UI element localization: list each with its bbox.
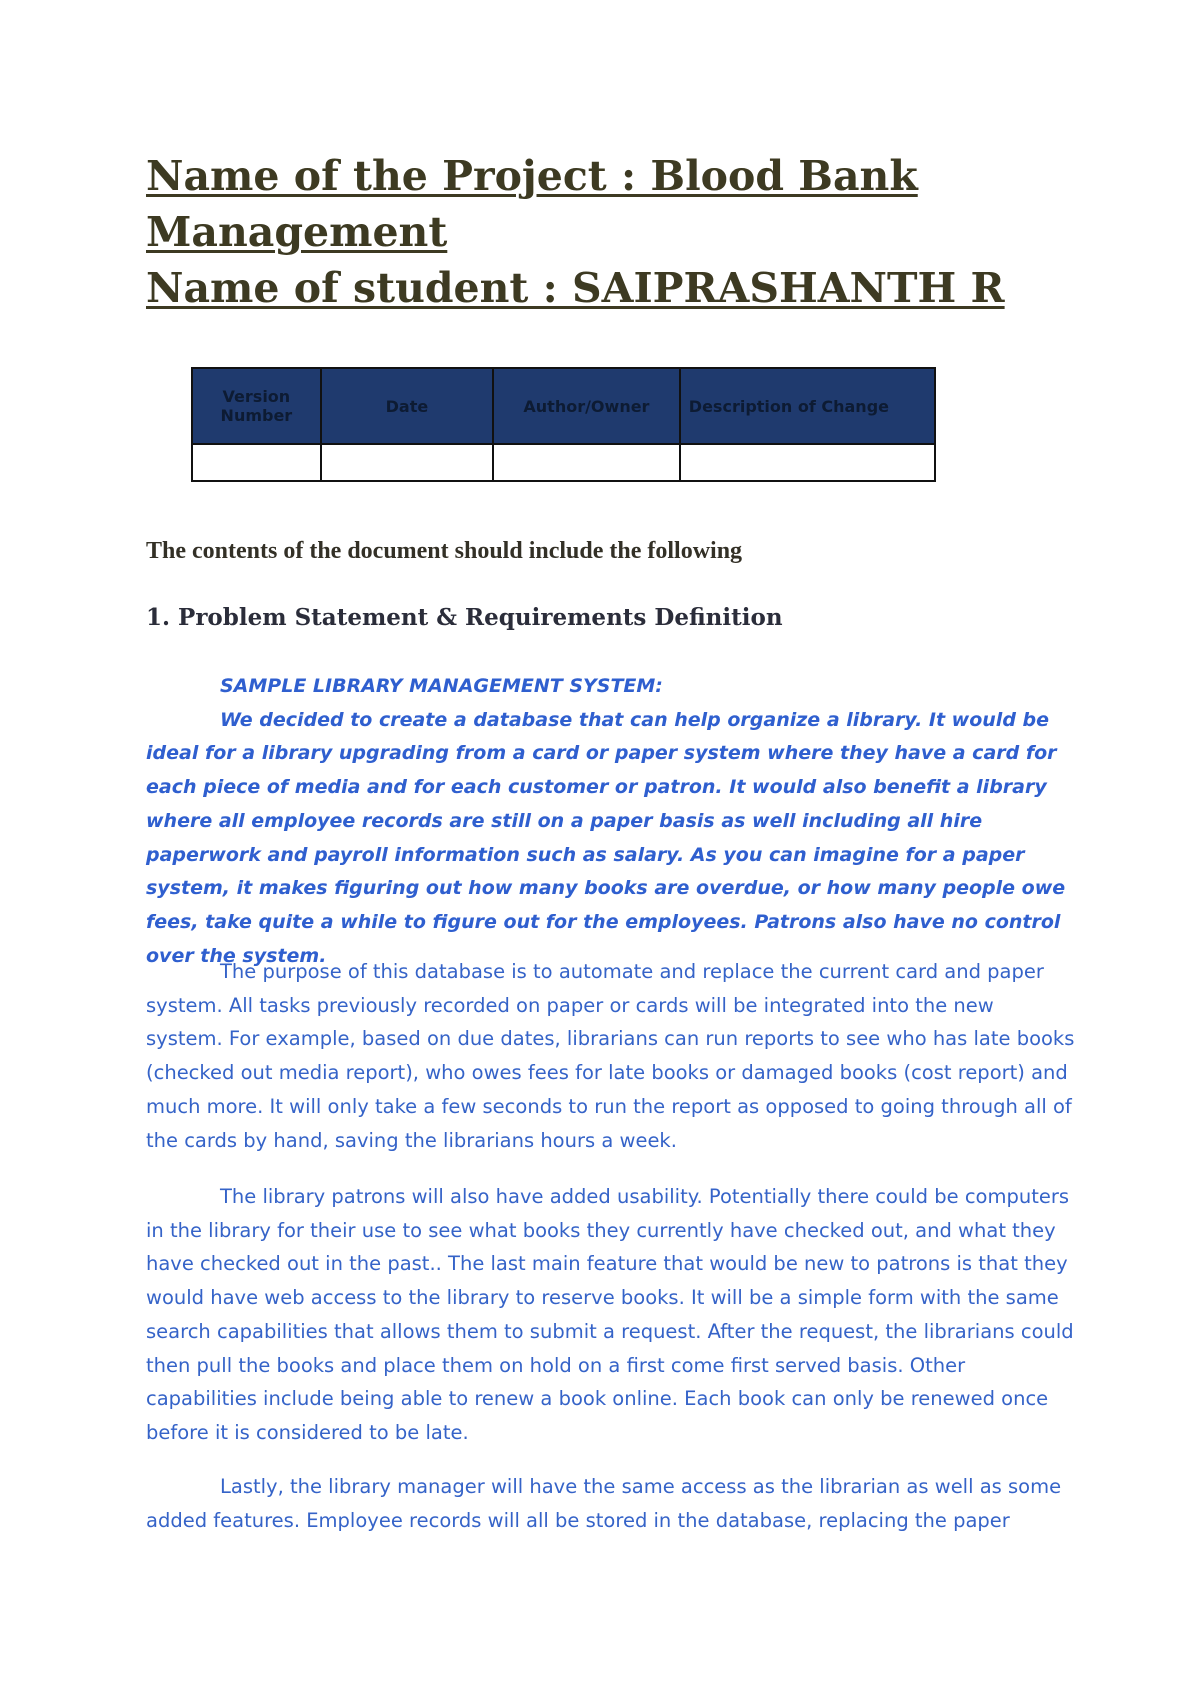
sample-title: SAMPLE LIBRARY MANAGEMENT SYSTEM: <box>220 675 663 697</box>
table-cell <box>321 444 493 481</box>
patrons-paragraph <box>146 1180 1076 1450</box>
project-title-line-1: Name of the Project : Blood Bank <box>146 152 918 200</box>
manager-paragraph <box>146 1470 1076 1537</box>
table-cell <box>192 444 321 481</box>
sample-system-block <box>146 670 1076 973</box>
paragraph-text: Lastly, the library manager will have the same access as the librarian as well as some added features. Employee records will all be stored in the database, replacing the paper <box>146 1475 1062 1532</box>
purpose-paragraph <box>146 955 1076 1157</box>
student-name-line: Name of student : SAIPRASHANTH R <box>146 264 1005 312</box>
contents-heading: The contents of the document should include the following <box>146 538 743 564</box>
section-heading: 1. Problem Statement & Requirements Definition <box>146 604 783 631</box>
table-cell <box>493 444 680 481</box>
document-title <box>146 148 1086 316</box>
header-author-owner: Author/Owner <box>493 368 680 444</box>
header-date: Date <box>321 368 493 444</box>
paragraph-text: The library patrons will also have added usability. Potentially there could be computers in the library for their use to see what books they currently have checked out, and what they have checked out in the past.. The last main feature that would be new to patrons is that they would have web access to the library to reserve books. It will be a simple form with the same search capabilities that allows them to submit a request. After the request, the librarians could then pull the books and place them on hold on a first come first served basis. Other capabilities include being able to renew a book online. Each book can only be renewed once before it is considered to be late. <box>146 1185 1074 1444</box>
table-row <box>192 444 935 481</box>
header-description-of-change: Description of Change <box>680 368 935 444</box>
revision-history-table <box>191 367 936 482</box>
header-version-number: Version Number <box>192 368 321 444</box>
project-title-line-2: Management <box>146 208 448 256</box>
sample-description: We decided to create a database that can help organize a library. It would be ideal for a library upgrading from a card or paper system where they have a card for each piece of media and for each customer or patron. It would also benefit a library where all employee records are still on a paper basis as well including all hire paperwork and payroll information such as salary. As you can imagine for a paper system, it makes figuring out how many books are overdue, or how many people owe fees, take quite a while to figure out for the employees. Patrons also have no control over the system. <box>146 708 1066 967</box>
table-cell <box>680 444 935 481</box>
table-header-row <box>192 368 935 444</box>
paragraph-text: The purpose of this database is to automate and replace the current card and paper system. All tasks previously recorded on paper or cards will be integrated into the new system. For example, based on due dates, librarians can run reports to see who has late books (checked out media report), who owes fees for late books or damaged books (cost report) and much more. It will only take a few seconds to run the report as opposed to going through all of the cards by hand, saving the librarians hours a week. <box>146 960 1075 1152</box>
